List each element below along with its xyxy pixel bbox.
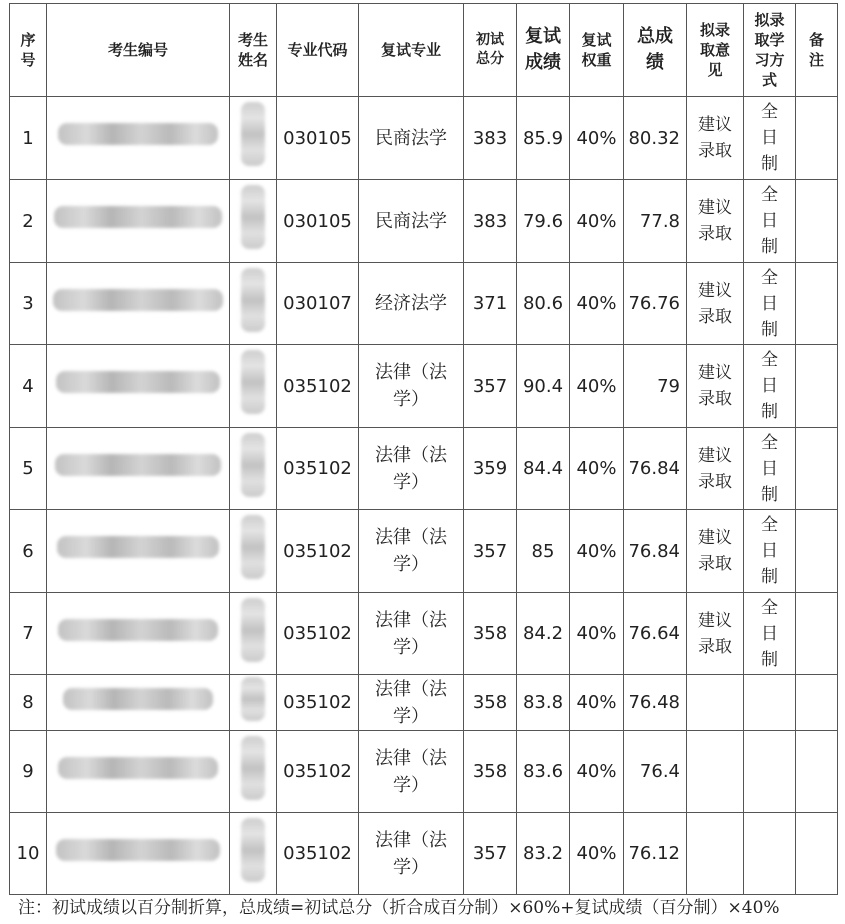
table-row [10,97,838,180]
redaction-blur [241,736,265,800]
cell-retest-score: 85.9 [517,97,570,180]
cell-study-mode: 全日制 [744,510,796,593]
cell-seq: 7 [10,593,47,675]
cell-initial-total: 358 [464,593,517,675]
redaction-blur [241,185,265,249]
cell-initial-total: 383 [464,180,517,263]
table-body [10,97,838,895]
cell-remark [796,345,838,428]
redaction-blur [63,688,213,710]
cell-retest-weight: 40% [570,428,624,510]
cell-total-score: 77.8 [624,180,687,263]
cell-initial-total: 371 [464,263,517,345]
cell-remark [796,593,838,675]
cell-retest-weight: 40% [570,593,624,675]
cell-total-score: 76.76 [624,263,687,345]
cell-major-code: 035102 [277,428,359,510]
cell-retest-score: 83.8 [517,675,570,731]
cell-initial-total: 357 [464,813,517,895]
cell-major: 法律（法学） [359,813,464,895]
cell-initial-total: 357 [464,510,517,593]
cell-total-score: 76.84 [624,428,687,510]
cell-total-score: 76.12 [624,813,687,895]
cell-candidate-name-redacted [230,97,277,180]
redaction-blur [57,536,219,558]
cell-retest-score: 84.2 [517,593,570,675]
cell-seq: 3 [10,263,47,345]
cell-initial-total: 358 [464,731,517,813]
table-row [10,263,838,345]
table-row [10,345,838,428]
cell-admission-opinion: 建议录取 [687,510,744,593]
cell-major-code: 035102 [277,813,359,895]
header-retest-score: 复试成绩 [517,4,570,97]
redaction-blur [56,839,220,861]
redaction-blur [241,598,265,662]
cell-total-score: 79 [624,345,687,428]
cell-remark [796,813,838,895]
header-admission-opinion: 拟录取意见 [687,4,744,97]
cell-remark [796,263,838,345]
cell-total-score: 76.84 [624,510,687,593]
cell-remark [796,428,838,510]
cell-major: 民商法学 [359,180,464,263]
cell-initial-total: 358 [464,675,517,731]
cell-major: 法律（法学） [359,510,464,593]
cell-candidate-id-redacted [47,510,230,593]
cell-major-code: 030107 [277,263,359,345]
cell-retest-weight: 40% [570,510,624,593]
redaction-blur [241,350,265,414]
footnote: 注：初试成绩以百分制折算，总成绩=初试总分（折合成百分制）×60%+复试成绩（百分制）×40% [18,898,780,918]
cell-candidate-id-redacted [47,180,230,263]
cell-seq: 6 [10,510,47,593]
cell-study-mode: 全日制 [744,593,796,675]
cell-admission-opinion [687,675,744,731]
cell-study-mode: 全日制 [744,97,796,180]
cell-initial-total: 359 [464,428,517,510]
cell-seq: 2 [10,180,47,263]
table-row [10,180,838,263]
redaction-blur [55,454,221,476]
cell-major: 法律（法学） [359,731,464,813]
cell-retest-score: 83.6 [517,731,570,813]
cell-admission-opinion [687,813,744,895]
cell-retest-score: 90.4 [517,345,570,428]
header-candidate-name: 考生姓名 [230,4,277,97]
cell-retest-score: 83.2 [517,813,570,895]
cell-major-code: 030105 [277,97,359,180]
cell-retest-score: 84.4 [517,428,570,510]
header-major-code: 专业代码 [277,4,359,97]
cell-seq: 5 [10,428,47,510]
cell-candidate-name-redacted [230,675,277,731]
cell-major: 法律（法学） [359,345,464,428]
cell-candidate-id-redacted [47,813,230,895]
cell-candidate-id-redacted [47,593,230,675]
table-row [10,428,838,510]
redaction-blur [241,102,265,166]
cell-remark [796,180,838,263]
header-initial-total: 初试总分 [464,4,517,97]
cell-candidate-name-redacted [230,510,277,593]
cell-remark [796,510,838,593]
cell-major-code: 035102 [277,731,359,813]
table-row [10,731,838,813]
cell-retest-weight: 40% [570,731,624,813]
header-row [10,4,838,97]
table-row [10,510,838,593]
cell-candidate-name-redacted [230,263,277,345]
cell-candidate-name-redacted [230,345,277,428]
redaction-blur [58,757,218,779]
redaction-blur [241,818,265,882]
cell-initial-total: 357 [464,345,517,428]
cell-total-score: 76.4 [624,731,687,813]
header-total-score: 总成绩 [624,4,687,97]
cell-major: 法律（法学） [359,428,464,510]
cell-total-score: 80.32 [624,97,687,180]
cell-retest-weight: 40% [570,345,624,428]
cell-candidate-id-redacted [47,345,230,428]
cell-major-code: 030105 [277,180,359,263]
cell-remark [796,731,838,813]
cell-major: 法律（法学） [359,593,464,675]
cell-candidate-name-redacted [230,593,277,675]
cell-remark [796,675,838,731]
cell-remark [796,97,838,180]
cell-retest-score: 80.6 [517,263,570,345]
table-row [10,593,838,675]
redaction-blur [241,433,265,497]
redaction-blur [241,268,265,332]
cell-retest-weight: 40% [570,813,624,895]
cell-seq: 10 [10,813,47,895]
cell-candidate-id-redacted [47,675,230,731]
cell-candidate-id-redacted [47,97,230,180]
cell-admission-opinion: 建议录取 [687,263,744,345]
cell-candidate-id-redacted [47,428,230,510]
redaction-blur [241,515,265,579]
cell-retest-weight: 40% [570,675,624,731]
cell-major: 民商法学 [359,97,464,180]
table-row [10,675,838,731]
cell-admission-opinion: 建议录取 [687,428,744,510]
table-row [10,813,838,895]
redaction-blur [56,371,220,393]
cell-candidate-name-redacted [230,731,277,813]
cell-seq: 4 [10,345,47,428]
redaction-blur [241,677,265,721]
redaction-blur [53,289,223,311]
header-remarks: 备注 [796,4,838,97]
cell-retest-score: 79.6 [517,180,570,263]
header-candidate-id: 考生编号 [47,4,230,97]
redaction-blur [58,123,218,145]
cell-admission-opinion: 建议录取 [687,97,744,180]
cell-retest-weight: 40% [570,180,624,263]
cell-retest-weight: 40% [570,263,624,345]
header-retest-major: 复试专业 [359,4,464,97]
cell-seq: 9 [10,731,47,813]
header-seq: 序号 [10,4,47,97]
cell-study-mode: 全日制 [744,428,796,510]
redaction-blur [58,619,218,641]
cell-major-code: 035102 [277,593,359,675]
cell-major-code: 035102 [277,510,359,593]
cell-study-mode [744,675,796,731]
cell-seq: 1 [10,97,47,180]
cell-admission-opinion: 建议录取 [687,345,744,428]
admission-results-table [9,3,838,895]
cell-candidate-id-redacted [47,263,230,345]
cell-admission-opinion [687,731,744,813]
cell-admission-opinion: 建议录取 [687,180,744,263]
cell-study-mode [744,731,796,813]
cell-major-code: 035102 [277,675,359,731]
cell-study-mode: 全日制 [744,345,796,428]
cell-study-mode: 全日制 [744,263,796,345]
cell-total-score: 76.64 [624,593,687,675]
cell-candidate-name-redacted [230,180,277,263]
cell-study-mode: 全日制 [744,180,796,263]
cell-candidate-name-redacted [230,428,277,510]
cell-candidate-name-redacted [230,813,277,895]
cell-major: 法律（法学） [359,675,464,731]
cell-retest-score: 85 [517,510,570,593]
cell-major: 经济法学 [359,263,464,345]
cell-seq: 8 [10,675,47,731]
cell-major-code: 035102 [277,345,359,428]
cell-initial-total: 383 [464,97,517,180]
header-retest-weight: 复试权重 [570,4,624,97]
redaction-blur [54,206,222,228]
header-study-mode: 拟录取学习方式 [744,4,796,97]
cell-admission-opinion: 建议录取 [687,593,744,675]
cell-total-score: 76.48 [624,675,687,731]
cell-retest-weight: 40% [570,97,624,180]
cell-study-mode [744,813,796,895]
cell-candidate-id-redacted [47,731,230,813]
